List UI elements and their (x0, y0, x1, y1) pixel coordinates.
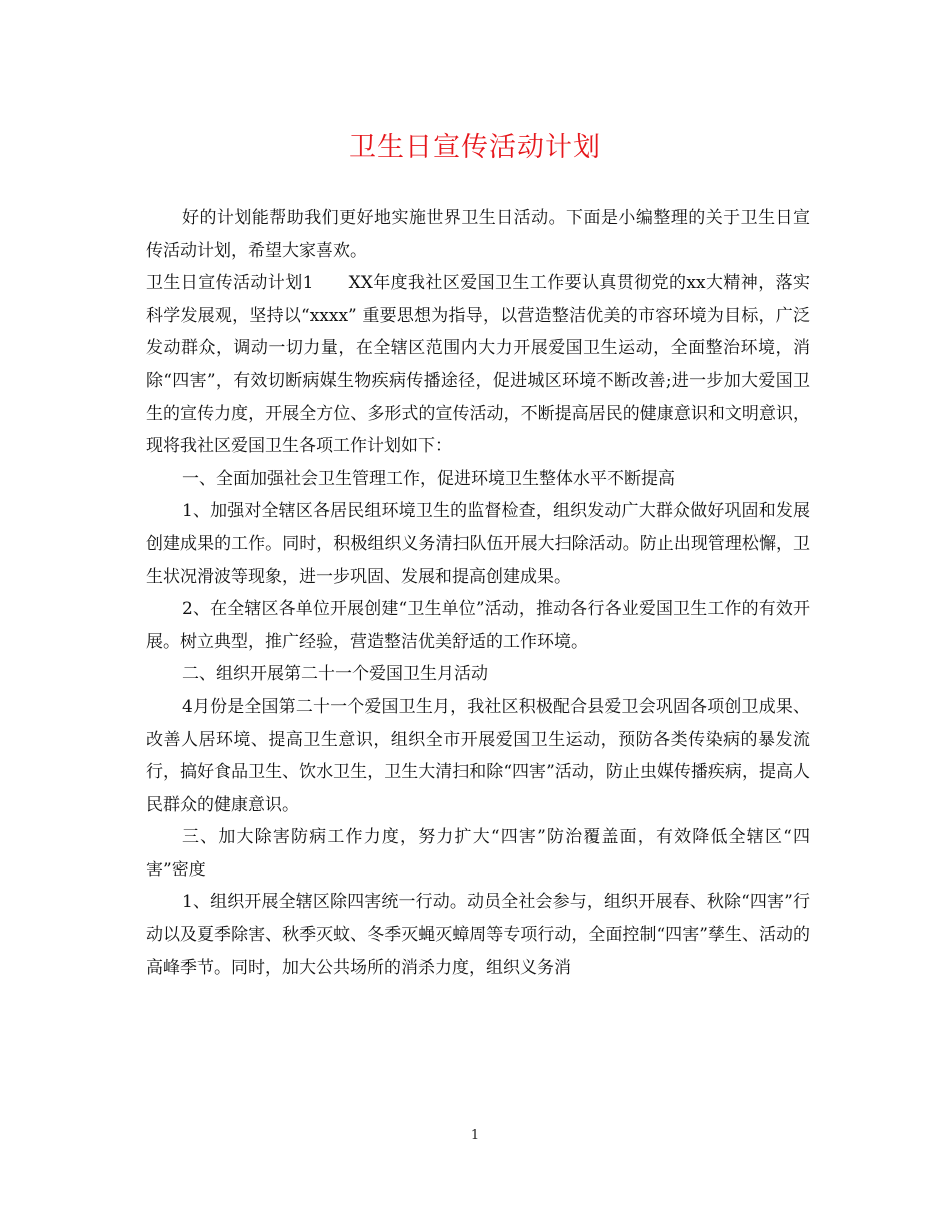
page-number: 1 (470, 1128, 480, 1143)
paragraph-item-3-1: 1、组织开展全辖区除四害统一行动。动员全社会参与，组织开展春、秋除“四害”行动以及夏季除害、秋季灭蚊、冬季灭蝇灭蟑周等专项行动，全面控制“四害”孳生、活动的高峰季节。同时，加大公共场所的消杀力度，组织义务消 (146, 892, 810, 978)
paragraph-intro: 好的计划能帮助我们更好地实施世界卫生日活动。下面是小编整理的关于卫生日宣传活动计划，希望大家喜欢。 (146, 208, 810, 261)
paragraph-item-1-2: 2、在全辖区各单位开展创建“卫生单位”活动，推动各行各业爱国卫生工作的有效开展。树立典型，推广经验，营造整洁优美舒适的工作环境。 (146, 599, 810, 652)
section-heading-1: 一、全面加强社会卫生管理工作，促进环境卫生整体水平不断提高 (182, 468, 675, 489)
paragraph-item-1-1: 1、加强对全辖区各居民组环境卫生的监督检查，组织发动广大群众做好巩固和发展创建成果的工作。同时，积极组织义务清扫队伍开展大扫除活动。防止出现管理松懈，卫生状况滑波等现象，进一步巩固、发展和提高创建成果。 (146, 501, 810, 587)
paragraph-plan-1: 卫生日宣传活动计划1 XX年度我社区爱国卫生工作要认真贯彻党的xx大精神，落实科学发展观，坚持以“xxxx” 重要思想为指导，以营造整洁优美的市容环境为目标，广泛发动群众，调动一切力量，在全辖区范围内大力开展爱国卫生运动，全面整治环境，消除“四害”，有效切断病媒生物疾病传播途径，促进城区环境不断改善;进一步加大爱国卫生的宣传力度，开展全方位、多形式的宣传活动，不断提高居民的健康意识和文明意识，现将我社区爱国卫生各项工作计划如下： (146, 273, 810, 457)
document-body (146, 202, 810, 984)
section-heading-3: 三、加大除害防病工作力度，努力扩大“四害”防治覆盖面，有效降低全辖区“四害”密度 (146, 827, 810, 880)
paragraph-section-2: 4月份是全国第二十一个爱国卫生月，我社区积极配合县爱卫会巩固各项创卫成果、改善人居环境、提高卫生意识，组织全市开展爱国卫生运动，预防各类传染病的暴发流行，搞好食品卫生、饮水卫生，卫生大清扫和除“四害”活动，防止虫媒传播疾病，提高人民群众的健康意识。 (146, 696, 810, 815)
section-heading-2: 二、组织开展第二十一个爱国卫生月活动 (182, 664, 488, 685)
document-title: 卫生日宣传活动计划 (349, 132, 601, 163)
